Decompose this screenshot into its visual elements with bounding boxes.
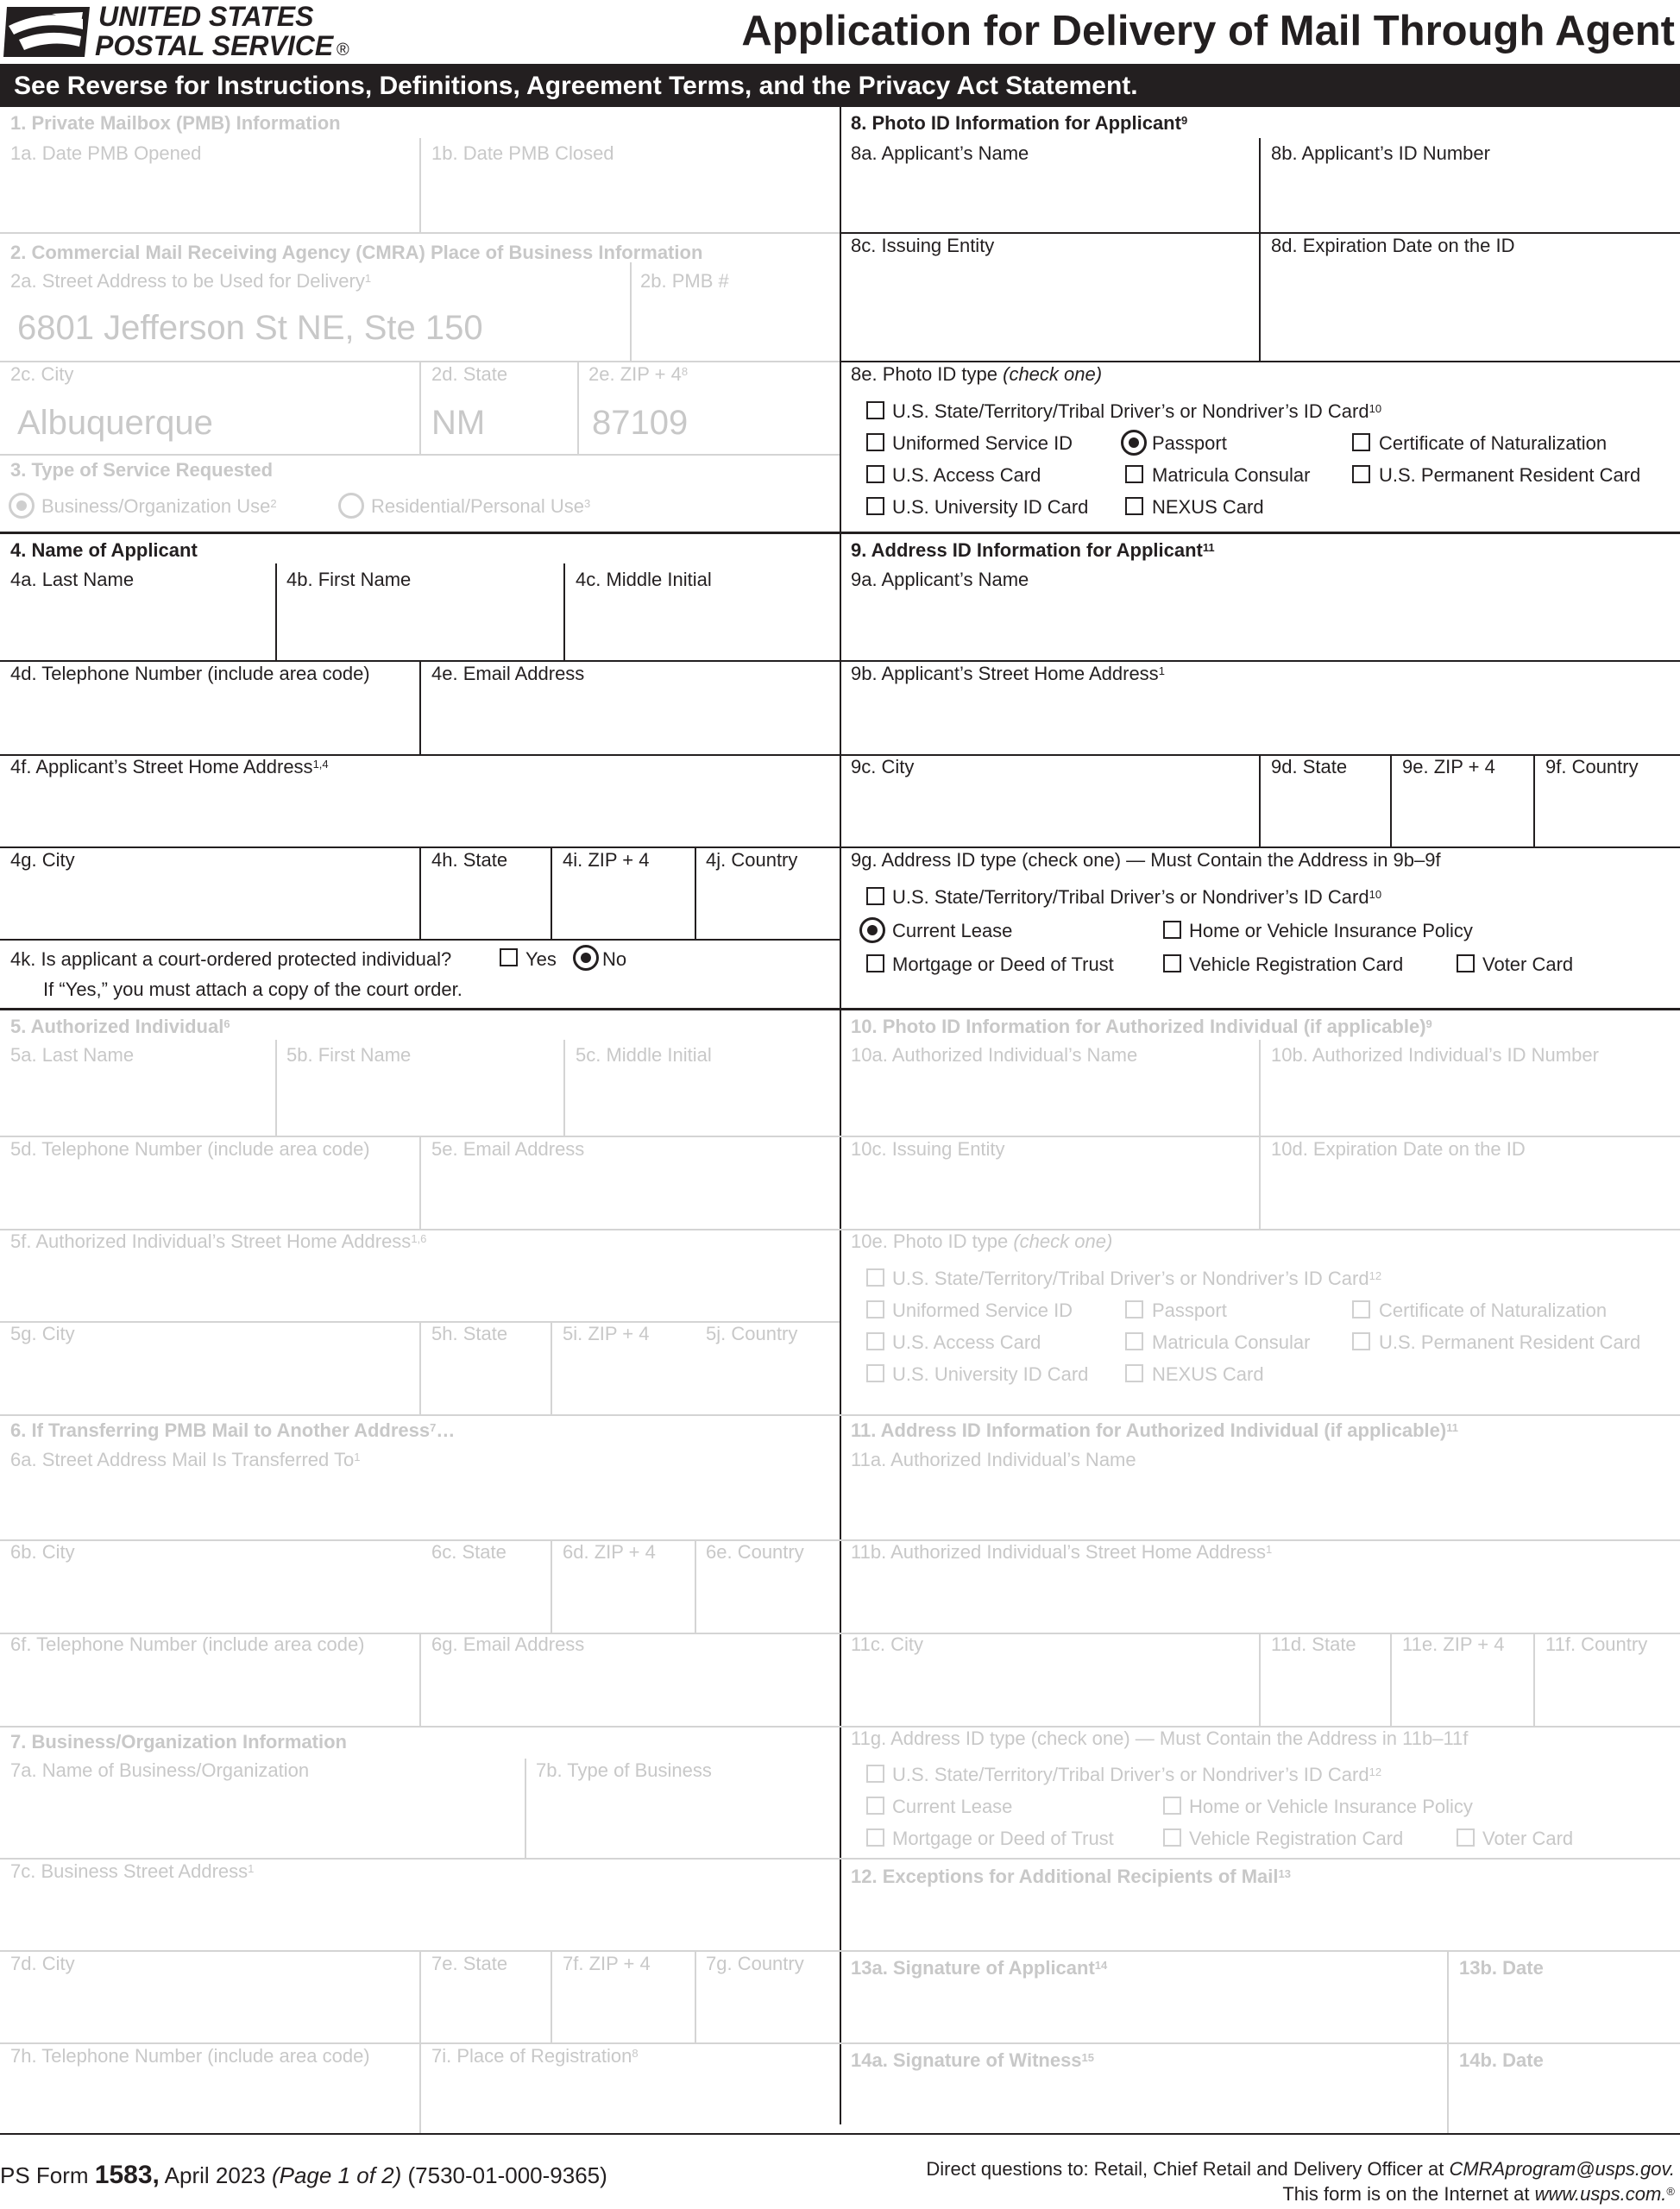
checkbox-11g-vehicle-registration[interactable]	[1163, 1828, 1181, 1847]
radio-8e-passport[interactable]	[1121, 430, 1147, 456]
radio-9g-current-lease[interactable]	[859, 917, 885, 943]
label-10b: 10b. Authorized Individual’s ID Number	[1271, 1044, 1599, 1066]
label-9d: 9d. State	[1271, 756, 1348, 777]
checkbox-9g-drivers-id[interactable]	[866, 887, 884, 905]
label-9g-voter-card: Voter Card	[1482, 953, 1574, 975]
label-1a: 1a. Date PMB Opened	[10, 142, 202, 164]
label-14b: 14b. Date	[1459, 2049, 1544, 2071]
checkbox-11g-voter-card[interactable]	[1457, 1828, 1475, 1847]
rule	[695, 1950, 696, 2042]
label-4g: 4g. City	[10, 849, 75, 871]
registered-mark: ®	[337, 41, 349, 60]
label-8e-matricula: Matricula Consular	[1152, 464, 1311, 486]
checkbox-9g-vehicle-registration[interactable]	[1163, 954, 1181, 972]
label-10e-permanent-resident: U.S. Permanent Resident Card	[1379, 1331, 1641, 1353]
checkbox-10e-drivers-id[interactable]	[866, 1268, 884, 1287]
label-5a: 5a. Last Name	[10, 1044, 135, 1066]
label-8e-permanent-resident: U.S. Permanent Resident Card	[1379, 464, 1641, 486]
label-10e-passport: Passport	[1152, 1300, 1227, 1321]
label-2e: 2e. ZIP + $4^8$	[588, 363, 689, 385]
note-4k: If “Yes,” you must attach a copy of the court order.	[43, 979, 462, 1000]
label-9e: 9e. ZIP + 4	[1402, 756, 1495, 777]
rule	[275, 1040, 277, 1136]
label-9b: 9b. Applicant’s Street Home Address$^1$	[851, 663, 1165, 684]
label-11g-drivers-id: U.S. State/Territory/Tribal Driver’s or Nondriver’s ID Card$^{12}$	[892, 1764, 1382, 1785]
label-10e-uniformed-service: Uniformed Service ID	[892, 1300, 1073, 1321]
rule	[551, 1950, 552, 2042]
label-5g: 5g. City	[10, 1323, 75, 1344]
section-5-title: 5. Authorized Individual$^6$	[10, 1016, 230, 1037]
label-11f: 11f. Country	[1545, 1633, 1648, 1655]
section-2-title: 2. Commercial Mail Receiving Agency (CMRA) Place of Business Information	[10, 242, 703, 263]
contact-email-link[interactable]: CMRAprogram@usps.gov.	[1449, 2158, 1675, 2180]
rule	[419, 361, 421, 454]
label-9g-current-lease: Current Lease	[892, 920, 1013, 941]
rule	[419, 1321, 421, 1414]
label-8b: 8b. Applicant’s ID Number	[1271, 142, 1490, 164]
checkbox-8e-permanent-resident[interactable]	[1352, 465, 1370, 483]
label-4i: 4i. ZIP + 4	[563, 849, 650, 871]
rule	[840, 1858, 1680, 1860]
rule	[0, 1858, 840, 1860]
rule	[1533, 1633, 1535, 1726]
checkbox-8e-uniformed-service[interactable]	[866, 433, 884, 451]
label-11g: 11g. Address ID type (check one) — Must Contain the Address in 11b–11f	[851, 1728, 1469, 1749]
checkbox-8e-drivers-id[interactable]	[866, 401, 884, 419]
label-10e-naturalization: Certificate of Naturalization	[1379, 1300, 1608, 1321]
label-9f: 9f. Country	[1545, 756, 1639, 777]
checkbox-10e-university-id[interactable]	[866, 1364, 884, 1382]
section-6-title: 6. If Transferring PMB Mail to Another Address$^7$…	[10, 1419, 456, 1441]
label-7g: 7g. Country	[706, 1953, 804, 1974]
zip-value[interactable]: 87109	[592, 404, 689, 442]
label-9g: 9g. Address ID type (check one) — Must Contain the Address in 9b–9f	[851, 849, 1441, 871]
rule	[0, 1726, 840, 1728]
checkbox-9g-insurance[interactable]	[1163, 921, 1181, 939]
label-7i: 7i. Place of Registration$^8$	[431, 2045, 639, 2067]
label-2b: 2b. PMB #	[640, 270, 729, 292]
label-8e-uniformed-service: Uniformed Service ID	[892, 432, 1073, 454]
label-5c: 5c. Middle Initial	[576, 1044, 712, 1066]
rule	[695, 1539, 696, 1633]
label-6c: 6c. State	[431, 1541, 507, 1563]
label-9a: 9a. Applicant’s Name	[851, 569, 1029, 590]
contact-line: Direct questions to: Retail, Chief Retail and Delivery Officer at CMRAprogram@usps.gov.	[926, 2158, 1675, 2180]
label-10a: 10a. Authorized Individual’s Name	[851, 1044, 1138, 1066]
label-5i: 5i. ZIP + 4	[563, 1323, 650, 1344]
label-11a: 11a. Authorized Individual’s Name	[851, 1449, 1136, 1470]
rule	[419, 138, 421, 232]
rule	[840, 2042, 1680, 2044]
rule	[840, 846, 1680, 848]
website-link[interactable]: www.usps.com.	[1534, 2183, 1667, 2205]
label-4b: 4b. First Name	[286, 569, 412, 590]
rule	[695, 846, 696, 939]
website-line: This form is on the Internet at www.usps.com.®	[1282, 2183, 1675, 2205]
label-8e-university-id: U.S. University ID Card	[892, 496, 1089, 518]
rule	[1259, 232, 1261, 361]
rule	[419, 660, 421, 754]
rule	[563, 1040, 565, 1136]
radio-residential-use[interactable]	[338, 493, 364, 519]
label-4d: 4d. Telephone Number (include area code)	[10, 663, 370, 684]
checkbox-11g-current-lease[interactable]	[866, 1797, 884, 1815]
label-11d: 11d. State	[1271, 1633, 1356, 1655]
label-11c: 11c. City	[851, 1633, 923, 1655]
label-residential-use: Residential/Personal Use$^3$	[371, 495, 591, 517]
section-rule	[0, 1008, 1680, 1010]
label-6d: 6d. ZIP + 4	[563, 1541, 656, 1563]
label-2a: 2a. Street Address to be Used for Delivery$^1$	[10, 270, 372, 292]
rule	[840, 1414, 1680, 1416]
rule	[563, 563, 565, 660]
rule	[419, 1950, 421, 2133]
checkbox-9g-mortgage[interactable]	[866, 954, 884, 972]
rule	[1533, 754, 1535, 846]
rule	[419, 846, 421, 939]
column-divider	[840, 107, 841, 2124]
rule	[840, 1950, 1680, 1952]
checkbox-10e-matricula[interactable]	[1125, 1332, 1143, 1350]
label-14a: 14a. Signature of Witness$^{15}$	[851, 2049, 1095, 2071]
checkbox-8e-nexus[interactable]	[1125, 497, 1143, 515]
logo-text-line1: UNITED STATES	[98, 1, 314, 32]
label-8a: 8a. Applicant’s Name	[851, 142, 1029, 164]
rule	[0, 454, 840, 456]
rule	[630, 262, 632, 361]
rule	[1259, 1633, 1261, 1726]
checkbox-11g-drivers-id[interactable]	[866, 1765, 884, 1783]
radio-4k-no[interactable]	[573, 945, 599, 971]
label-4h: 4h. State	[431, 849, 508, 871]
label-1b: 1b. Date PMB Closed	[431, 142, 614, 164]
label-11b: 11b. Authorized Individual’s Street Home Address$^1$	[851, 1541, 1273, 1563]
checkbox-10e-uniformed-service[interactable]	[866, 1300, 884, 1318]
label-4j: 4j. Country	[706, 849, 798, 871]
label-4k: 4k. Is applicant a court-ordered protected individual?	[10, 948, 452, 970]
label-10e-nexus: NEXUS Card	[1152, 1363, 1264, 1385]
label-4f: 4f. Applicant’s Street Home Address$^{1,4}$	[10, 756, 329, 777]
section-10-title: 10. Photo ID Information for Authorized Individual (if applicable)$^9$	[851, 1016, 1432, 1037]
label-7d: 7d. City	[10, 1953, 75, 1974]
checkbox-4k-yes[interactable]	[500, 948, 518, 966]
checkbox-9g-voter-card[interactable]	[1457, 954, 1475, 972]
section-9-title: 9. Address ID Information for Applicant$^{11}$	[851, 539, 1215, 561]
rule	[551, 1539, 552, 1633]
label-5b: 5b. First Name	[286, 1044, 412, 1066]
label-5e: 5e. Email Address	[431, 1138, 585, 1160]
rule	[1259, 1136, 1261, 1229]
label-10e-access-card: U.S. Access Card	[892, 1331, 1041, 1353]
label-10e-drivers-id: U.S. State/Territory/Tribal Driver’s or Nondriver’s ID Card$^{12}$	[892, 1268, 1382, 1289]
label-8e-naturalization: Certificate of Naturalization	[1379, 432, 1608, 454]
section-4-title: 4. Name of Applicant	[10, 539, 198, 561]
label-5f: 5f. Authorized Individual’s Street Home Address$^{1,6}$	[10, 1230, 427, 1252]
rule	[1259, 754, 1261, 846]
label-5d: 5d. Telephone Number (include area code)	[10, 1138, 370, 1160]
label-8e-access-card: U.S. Access Card	[892, 464, 1041, 486]
section-3-title: 3. Type of Service Requested	[10, 459, 274, 481]
label-11g-mortgage: Mortgage or Deed of Trust	[892, 1828, 1114, 1849]
rule	[0, 232, 840, 234]
checkbox-8e-access-card[interactable]	[866, 465, 884, 483]
label-8c: 8c. Issuing Entity	[851, 235, 995, 256]
checkbox-11g-insurance[interactable]	[1163, 1797, 1181, 1815]
rule	[275, 563, 277, 660]
radio-business-use[interactable]	[9, 493, 35, 519]
label-4a: 4a. Last Name	[10, 569, 135, 590]
label-2c: 2c. City	[10, 363, 74, 385]
label-4k-yes: Yes	[525, 948, 557, 970]
logo-text-line2: POSTAL SERVICE	[95, 30, 334, 61]
section-rule	[0, 532, 1680, 534]
rule	[1259, 1040, 1261, 1136]
checkbox-8e-university-id[interactable]	[866, 497, 884, 515]
checkbox-8e-naturalization[interactable]	[1352, 433, 1370, 451]
checkbox-11g-mortgage[interactable]	[866, 1828, 884, 1847]
label-business-use: Business/Organization Use$^2$	[41, 495, 277, 517]
label-9c: 9c. City	[851, 756, 915, 777]
label-6g: 6g. Email Address	[431, 1633, 585, 1655]
label-4k-no: No	[602, 948, 627, 970]
label-9g-mortgage: Mortgage or Deed of Trust	[892, 953, 1114, 975]
label-6b: 6b. City	[10, 1541, 75, 1563]
checkbox-10e-naturalization[interactable]	[1352, 1300, 1370, 1318]
footer-rule	[0, 2133, 1680, 2135]
label-8e: 8e. Photo ID type (check one)	[851, 363, 1103, 385]
label-11g-insurance: Home or Vehicle Insurance Policy	[1189, 1796, 1473, 1817]
label-10c: 10c. Issuing Entity	[851, 1138, 1005, 1160]
checkbox-10e-permanent-resident[interactable]	[1352, 1332, 1370, 1350]
label-9g-insurance: Home or Vehicle Insurance Policy	[1189, 920, 1473, 941]
label-11e: 11e. ZIP + 4	[1402, 1633, 1505, 1655]
section-1-title: 1. Private Mailbox (PMB) Information	[10, 112, 341, 134]
rule	[551, 846, 552, 939]
rule	[419, 1136, 421, 1229]
state-value[interactable]: NM	[431, 404, 486, 442]
banner-text: See Reverse for Instructions, Definitions, Agreement Terms, and the Privacy Act Statement.	[14, 72, 1138, 100]
rule	[840, 660, 1680, 662]
label-6e: 6e. Country	[706, 1541, 804, 1563]
city-value[interactable]: Albuquerque	[17, 404, 213, 442]
rule	[1390, 754, 1392, 846]
label-10d: 10d. Expiration Date on the ID	[1271, 1138, 1526, 1160]
label-7b: 7b. Type of Business	[536, 1759, 712, 1781]
label-9g-vehicle-registration: Vehicle Registration Card	[1189, 953, 1404, 975]
checkbox-10e-passport[interactable]	[1125, 1300, 1143, 1318]
rule	[1259, 138, 1261, 232]
label-4e: 4e. Email Address	[431, 663, 585, 684]
label-8e-nexus: NEXUS Card	[1152, 496, 1264, 518]
label-10e: 10e. Photo ID type (check one)	[851, 1230, 1113, 1252]
street-address-value[interactable]: 6801 Jefferson St NE, Ste 150	[17, 309, 483, 347]
label-10e-university-id: U.S. University ID Card	[892, 1363, 1089, 1385]
label-13a: 13a. Signature of Applicant$^{14}$	[851, 1957, 1108, 1979]
label-7e: 7e. State	[431, 1953, 508, 1974]
label-9g-drivers-id: U.S. State/Territory/Tribal Driver’s or Nondriver’s ID Card$^{10}$	[892, 886, 1382, 908]
rule	[551, 1321, 552, 1414]
label-11g-current-lease: Current Lease	[892, 1796, 1013, 1817]
label-6f: 6f. Telephone Number (include area code)	[10, 1633, 365, 1655]
form-title: Application for Delivery of Mail Through Agent	[741, 8, 1675, 54]
rule	[1447, 1950, 1449, 2133]
section-7-title: 7. Business/Organization Information	[10, 1731, 347, 1753]
rule	[525, 1759, 526, 1858]
label-11g-voter-card: Voter Card	[1482, 1828, 1574, 1849]
label-2d: 2d. State	[431, 363, 508, 385]
checkbox-8e-matricula[interactable]	[1125, 465, 1143, 483]
checkbox-10e-access-card[interactable]	[866, 1332, 884, 1350]
label-11g-vehicle-registration: Vehicle Registration Card	[1189, 1828, 1404, 1849]
rule	[0, 1414, 840, 1416]
label-8d: 8d. Expiration Date on the ID	[1271, 235, 1515, 256]
label-8e-passport: Passport	[1152, 432, 1227, 454]
section-12-title: 12. Exceptions for Additional Recipients of Mail$^{13}$	[851, 1866, 1291, 1887]
label-6a: 6a. Street Address Mail Is Transferred To$^1$	[10, 1449, 361, 1470]
label-10e-matricula: Matricula Consular	[1152, 1331, 1311, 1353]
form-identifier: PS Form 1583, April 2023 (Page 1 of 2) (7530-01-000-9365)	[0, 2161, 607, 2189]
label-7a: 7a. Name of Business/Organization	[10, 1759, 310, 1781]
label-8e-drivers-id: U.S. State/Territory/Tribal Driver’s or Nondriver’s ID Card$^{10}$	[892, 400, 1382, 422]
label-7h: 7h. Telephone Number (include area code)	[10, 2045, 370, 2067]
label-13b: 13b. Date	[1459, 1957, 1544, 1979]
rule	[840, 361, 1680, 362]
section-11-title: 11. Address ID Information for Authorized Individual (if applicable)$^{11}$	[851, 1419, 1458, 1441]
section-8-title: 8. Photo ID Information for Applicant$^9$	[851, 112, 1188, 134]
label-7f: 7f. ZIP + 4	[563, 1953, 651, 1974]
rule	[577, 361, 579, 454]
instructions-banner	[0, 64, 1680, 107]
rule	[0, 939, 840, 941]
label-7c: 7c. Business Street Address$^1$	[10, 1860, 255, 1882]
rule	[1390, 1633, 1392, 1726]
usps-logo	[0, 0, 362, 64]
label-4c: 4c. Middle Initial	[576, 569, 712, 590]
label-5j: 5j. Country	[706, 1323, 798, 1344]
rule	[419, 1633, 421, 1726]
label-5h: 5h. State	[431, 1323, 508, 1344]
checkbox-10e-nexus[interactable]	[1125, 1364, 1143, 1382]
